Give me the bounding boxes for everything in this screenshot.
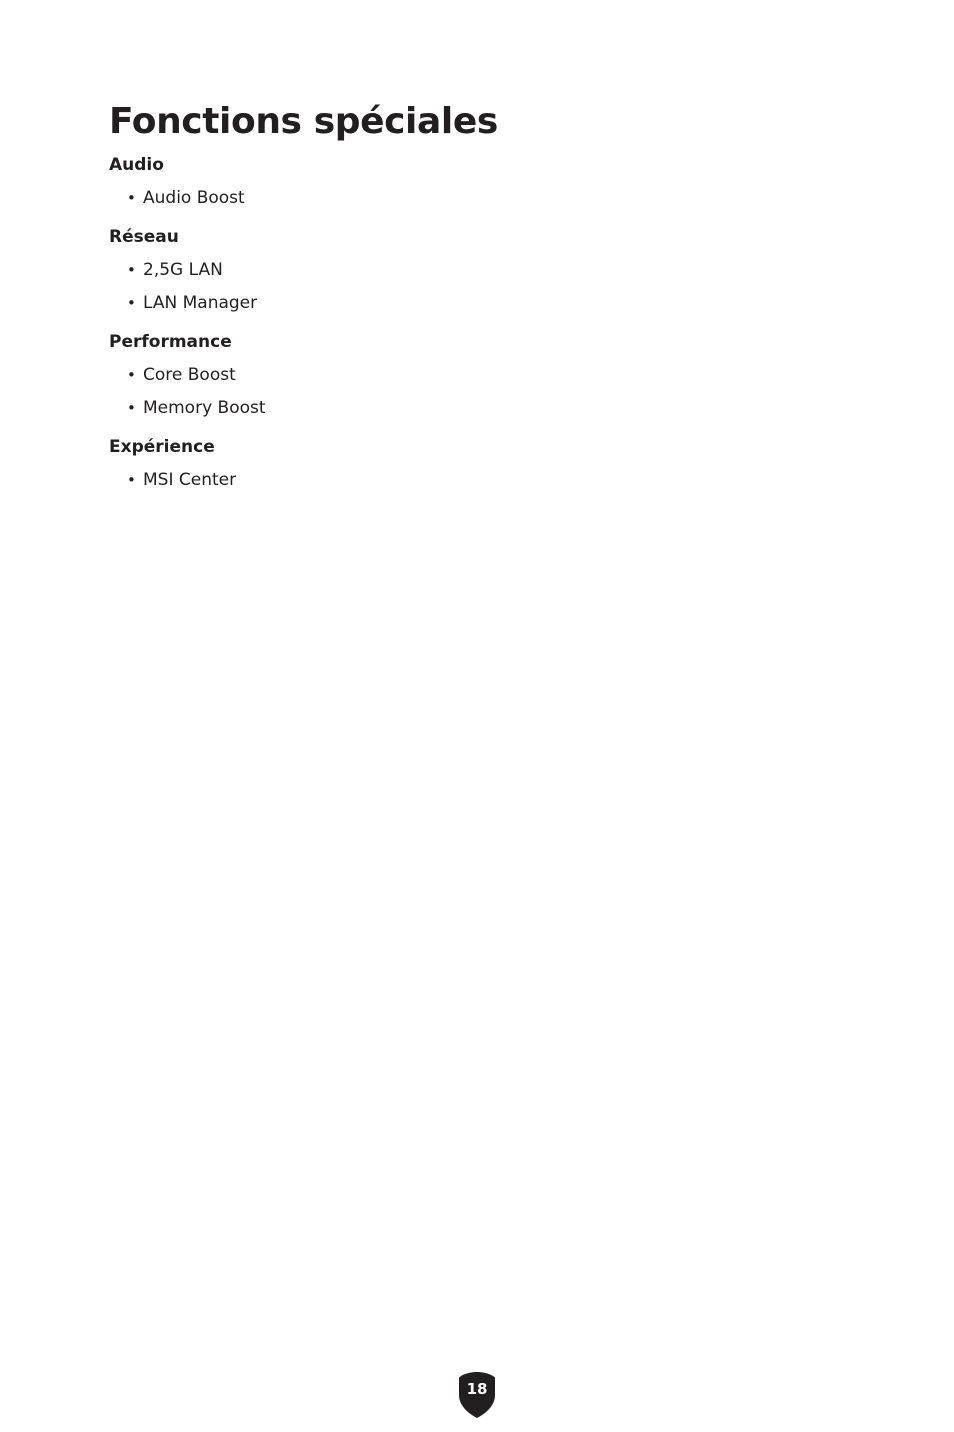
list-item-label: 2,5G LAN <box>143 260 223 280</box>
section-network <box>109 224 849 320</box>
section-heading: Performance <box>109 332 232 352</box>
list-item <box>109 254 849 287</box>
section-heading: Audio <box>109 155 164 175</box>
document-content <box>109 98 849 497</box>
feature-list <box>109 464 849 497</box>
section-heading: Expérience <box>109 437 215 457</box>
feature-list <box>109 182 849 215</box>
bullet: • <box>127 261 136 279</box>
section-performance <box>109 329 849 425</box>
section-audio <box>109 152 849 215</box>
list-item <box>109 359 849 392</box>
list-item-label: LAN Manager <box>143 293 258 313</box>
page-title: Fonctions spéciales <box>109 101 498 142</box>
bullet: • <box>127 294 136 312</box>
bullet: • <box>127 189 136 207</box>
list-item-label: Core Boost <box>143 365 236 385</box>
page-number: 18 <box>466 1380 488 1398</box>
list-item-label: MSI Center <box>143 470 237 490</box>
bullet: • <box>127 471 136 489</box>
bullet: • <box>127 366 136 384</box>
bullet: • <box>127 399 136 417</box>
list-item <box>109 464 849 497</box>
list-item-label: Audio Boost <box>143 188 245 208</box>
list-item <box>109 287 849 320</box>
feature-list <box>109 254 849 320</box>
section-heading: Réseau <box>109 227 179 247</box>
section-experience <box>109 434 849 497</box>
list-item <box>109 392 849 425</box>
feature-list <box>109 359 849 425</box>
list-item <box>109 182 849 215</box>
page-number-badge <box>458 1371 496 1419</box>
list-item-label: Memory Boost <box>143 398 266 418</box>
